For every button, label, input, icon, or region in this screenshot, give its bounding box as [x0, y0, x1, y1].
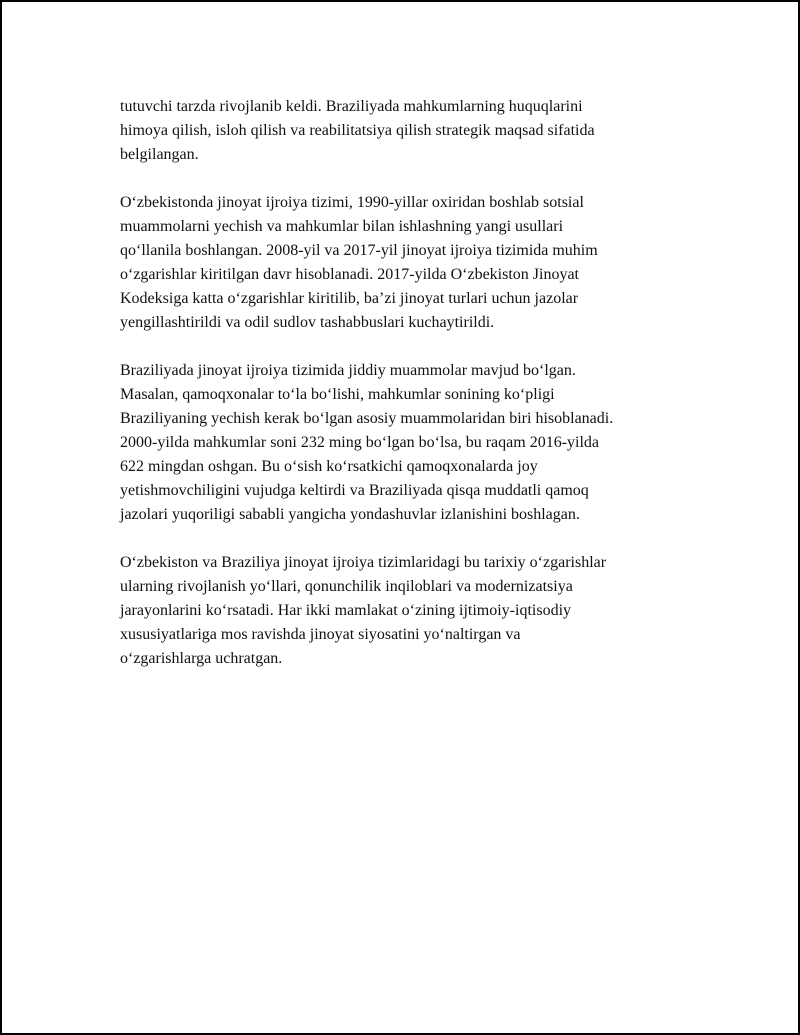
- paragraph-1: tutuvchi tarzda rivojlanib keldi. Braziliyada mahkumlarning huquqlarini himoya qilish, isloh qilish va reabilitatsiya qilish strategik maqsad sifatida belgilangan.: [120, 98, 595, 163]
- paragraph-3: Braziliyada jinoyat ijroiya tizimida jiddiy muammolar mavjud bo‘lgan. Masalan, qamoqxonalar to‘la bo‘lishi, mahkumlar sonining ko‘pligi Braziliyaning yechish kerak bo‘lgan asosiy muammolaridan biri hisoblanadi. 2000-yilda mahkumlar soni 232 ming bo‘lgan bo‘lsa, bu raqam 2016-yilda 622 mingdan oshgan. Bu o‘sish ko‘rsatkichi qamoqxonalarda joy yetishmovchiligini vujudga keltirdi va Braziliyada qisqa muddatli qamoq jazolari yuqoriligi sababli yangicha yondashuvlar izlanishini boshlagan.: [120, 362, 614, 523]
- paragraph-4: O‘zbekiston va Braziliya jinoyat ijroiya tizimlaridagi bu tarixiy o‘zgarishlar ularning rivojlanish yo‘llari, qonunchilik inqiloblari va modernizatsiya jarayonlarini ko‘rsatadi. Har ikki mamlakat o‘zining ijtimoiy-iqtisodiy xususiyatlariga mos ravishda jinoyat siyosatini yo‘naltirgan va o‘zgarishlarga uchratgan.: [120, 554, 607, 667]
- document-body: [120, 95, 680, 695]
- paragraph-2: O‘zbekistonda jinoyat ijroiya tizimi, 1990-yillar oxiridan boshlab sotsial muammolarni yechish va mahkumlar bilan ishlashning yangi usullari qo‘llanila boshlangan. 2008-yil va 2017-yil jinoyat ijroiya tizimida muhim o‘zgarishlar kiritilgan davr hisoblanadi. 2017-yilda O‘zbekiston Jinoyat Kodeksiga katta o‘zgarishlar kiritilib, ba’zi jinoyat turlari uchun jazolar yengillashtirildi va odil sudlov tashabbuslari kuchaytirildi.: [120, 194, 598, 331]
